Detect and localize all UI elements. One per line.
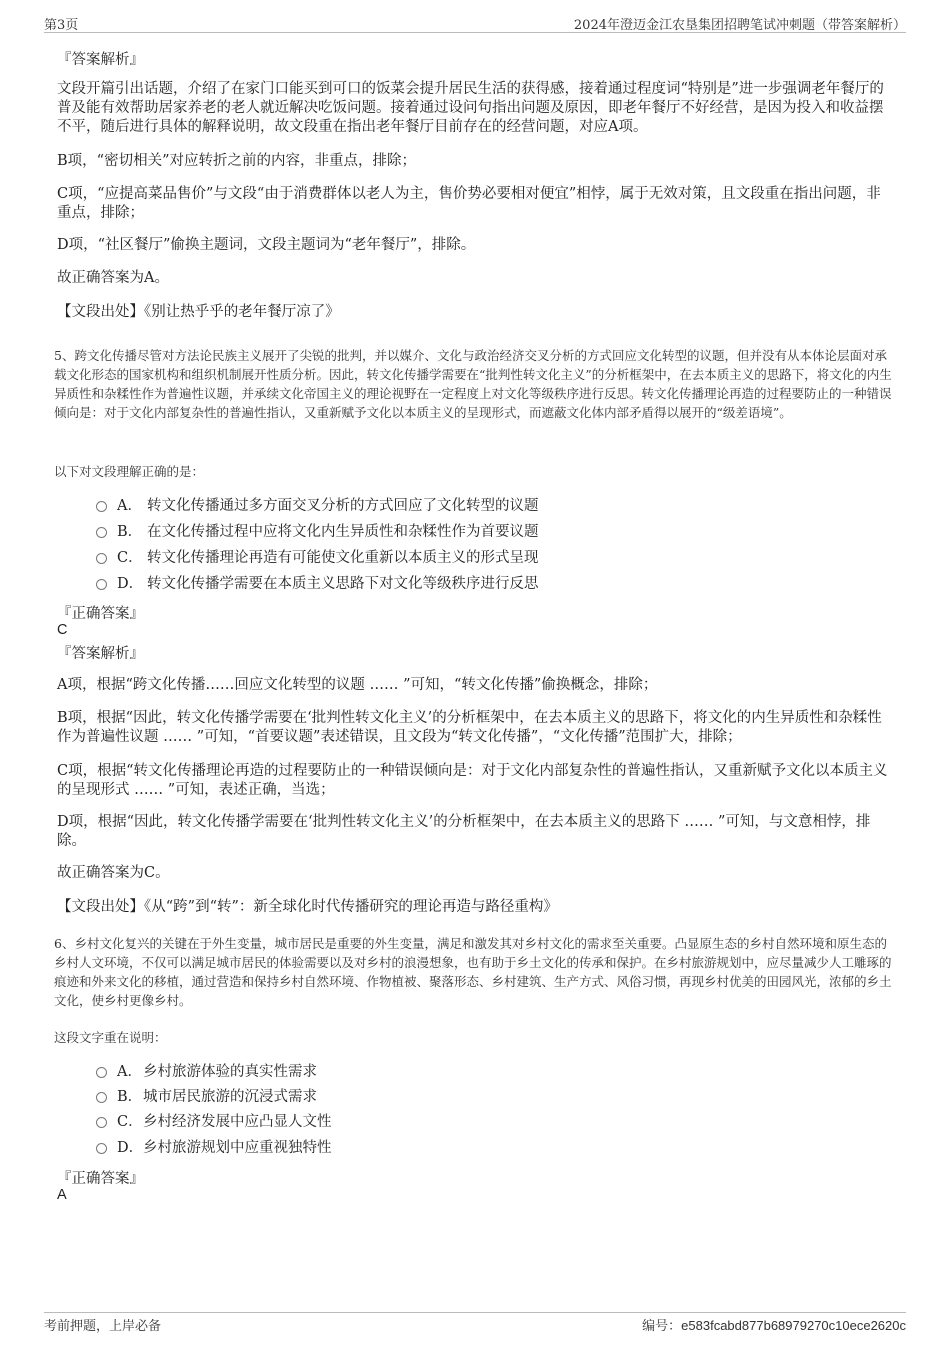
radio-icon[interactable]: [96, 1067, 107, 1078]
option-text: 转文化传播理论再造有可能使文化重新以本质主义的形式呈现: [147, 550, 539, 566]
option-text: 转文化传播通过多方面交叉分析的方式回应了文化转型的议题: [147, 498, 539, 514]
q4-conclusion: 故正确答案为A。: [57, 270, 169, 286]
q5-option-d[interactable]: [96, 574, 539, 594]
radio-icon[interactable]: [96, 579, 107, 590]
q5-answer: C: [57, 622, 68, 638]
option-letter: D．: [117, 1140, 144, 1156]
q5-analysis-b: B项，根据“因此，转文化传播学需要在‘批判性转文化主义’的分析框架中，在去本质主义的思路下，将文化的内生异质性和杂糅性作为普遍性议题 …… ”可知，“首要议题”表述错误，且文段为“转文化传播”，“文化传播”范围扩大，排除；: [57, 710, 882, 745]
radio-icon[interactable]: [96, 553, 107, 564]
q5-passage: 5、跨文化传播尽管对方法论民族主义展开了尖锐的批判，并以媒介、文化与政治经济交叉分析的方式回应文化转型的议题，但并没有从本体论层面对承载文化形态的国家机构和组织机制展开性质分析。因此，转文化传播学需要在“批判性转文化主义”的分析框架中，在去本质主义的思路下，将文化的内生异质性和杂糅性作为普遍性议题，并承续文化帝国主义的理论视野在一定程度上对文化等级秩序进行反思。转文化传播理论再造的过程要防止的一种错误倾向是：对于文化内部复杂性的普遍性指认，又重新赋予文化以本质主义的呈现形式，而遮蔽文化体内部矛盾得以展开的“级差语境”。: [54, 348, 892, 420]
option-letter: C．: [117, 550, 143, 566]
option-text: 乡村旅游体验的真实性需求: [143, 1064, 317, 1080]
q6-option-b[interactable]: [96, 1087, 317, 1107]
page-footer: [44, 1312, 906, 1337]
option-letter: B．: [117, 1089, 143, 1105]
q5-analysis-d: D项，根据“因此，转文化传播学需要在‘批判性转文化主义’的分析框架中，在去本质主义的思路下 …… ”可知，与文意相悖，排除。: [57, 814, 871, 849]
q5-analysis-a: A项，根据“跨文化传播……回应文化转型的议题 …… ”可知，“转文化传播”偷换概念，排除；: [57, 677, 658, 693]
radio-icon[interactable]: [96, 1117, 107, 1128]
q4-source: 【文段出处】《别让热乎乎的老年餐厅凉了》: [57, 304, 340, 320]
q6-option-a[interactable]: [96, 1062, 317, 1082]
code-value: e583fcabd877b68979270c10ece2620c: [681, 1318, 906, 1333]
option-letter: A．: [117, 498, 142, 514]
q4-analysis-b: B项，“密切相关”对应转折之前的内容，非重点，排除；: [57, 153, 416, 169]
option-letter: B．: [117, 524, 143, 540]
q5-option-c[interactable]: [96, 548, 539, 568]
option-letter: D．: [117, 576, 144, 592]
option-letter: C．: [117, 1114, 143, 1130]
q6-passage: 6、乡村文化复兴的关键在于外生变量，城市居民是重要的外生变量，满足和激发其对乡村文化的需求至关重要。凸显原生态的乡村自然环境和原生态的乡村人文环境，不仅可以满足城市居民的体验需要以及对乡村的浪漫想象，也有助于乡土文化的传承和保护。在乡村旅游规划中，应尽量减少人工雕琢的痕迹和外来文化的移植，通过营造和保持乡村自然环境、作物植被、聚落形态、乡村建筑、生产方式、风俗习惯，再现乡村优美的田园风光，浓郁的乡土文化，使乡村更像乡村。: [54, 936, 892, 1008]
q5-option-a[interactable]: [96, 496, 539, 516]
option-text: 转文化传播学需要在本质主义思路下对文化等级秩序进行反思: [147, 576, 539, 592]
option-letter: A．: [117, 1064, 142, 1080]
q6-option-d[interactable]: [96, 1138, 332, 1158]
page-number: 第3页: [44, 18, 79, 33]
q6-option-c[interactable]: [96, 1112, 332, 1132]
q5-analysis-c: C项，根据“转文化传播理论再造的过程要防止的一种错误倾向是：对于文化内部复杂性的普遍性指认，又重新赋予文化以本质主义的呈现形式 …… ”可知，表述正确，当选；: [57, 763, 888, 798]
q4-analysis-paragraph: 文段开篇引出话题，介绍了在家门口能买到可口的饭菜会提升居民生活的获得感，接着通过程度词“特别是”进一步强调老年餐厅的普及能有效帮助居家养老的老人就近解决吃饭问题。接着通过设问句指出问题及原因，即老年餐厅不好经营，是因为投入和收益摆不平，随后进行具体的解释说明，故文段重在指出老年餐厅目前存在的经营问题，对应A项。: [57, 81, 884, 135]
q4-analysis-label: 『答案解析』: [57, 52, 144, 68]
q5-answer-label: 『正确答案』: [57, 606, 144, 622]
radio-icon[interactable]: [96, 1092, 107, 1103]
q5-source: 【文段出处】《从“跨”到“转”：新全球化时代传播研究的理论再造与路径重构》: [57, 899, 558, 915]
document-code: [642, 1315, 906, 1334]
radio-icon[interactable]: [96, 527, 107, 538]
code-label: 编号：: [642, 1319, 682, 1334]
option-text: 城市居民旅游的沉浸式需求: [143, 1089, 317, 1105]
q4-analysis-d: D项，“社区餐厅”偷换主题词，文段主题词为“老年餐厅”，排除。: [57, 237, 476, 253]
option-text: 乡村经济发展中应凸显人文性: [143, 1114, 332, 1130]
document-title: 2024年澄迈金江农垦集团招聘笔试冲刺题（带答案解析）: [573, 18, 906, 33]
q6-answer-label: 『正确答案』: [57, 1171, 144, 1187]
option-text: 在文化传播过程中应将文化内生异质性和杂糅性作为首要议题: [147, 524, 539, 540]
q5-option-b[interactable]: [96, 522, 539, 542]
option-text: 乡村旅游规划中应重视独特性: [143, 1140, 332, 1156]
footer-slogan: 考前押题，上岸必备: [44, 1319, 162, 1334]
q5-stem: 以下对文段理解正确的是：: [54, 464, 205, 479]
q5-conclusion: 故正确答案为C。: [57, 865, 170, 881]
radio-icon[interactable]: [96, 1143, 107, 1154]
radio-icon[interactable]: [96, 501, 107, 512]
q6-answer: A: [57, 1187, 67, 1203]
q5-analysis-label: 『答案解析』: [57, 646, 144, 662]
q6-stem: 这段文字重在说明：: [54, 1030, 167, 1045]
q4-analysis-c: C项，“应提高菜品售价”与文段“由于消费群体以老人为主，售价势必要相对便宜”相悖，属于无效对策，且文段重在指出问题，非重点，排除；: [57, 186, 881, 221]
page-header: [44, 14, 906, 33]
